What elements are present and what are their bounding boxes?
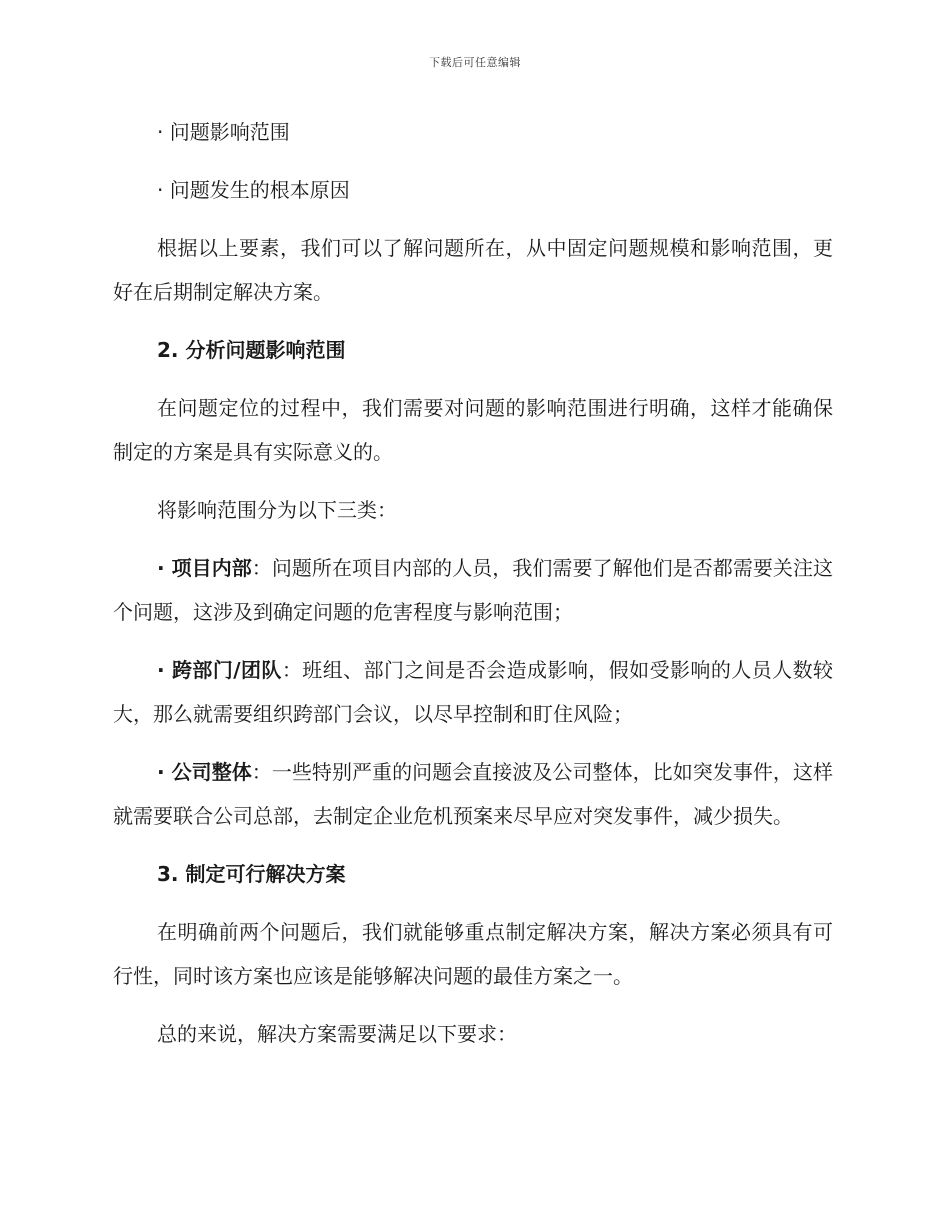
text-project-internal: ：问题所在项目内部的人员，我们需要了解他们是否都需要关注这个问题，这涉及到确定问题的危害程度与影响范围； [113,556,834,624]
paragraph-summary: 根据以上要素，我们可以了解问题所在，从中固定问题规模和影响范围，更好在后期制定解决方案。 [113,236,833,304]
bullet-item-root-cause: · 问题发生的根本原因 [157,178,350,202]
bullet-item-scope: · 问题影响范围 [157,120,290,144]
paragraph-scope-intro: 在问题定位的过程中，我们需要对问题的影响范围进行明确，这样才能确保制定的方案是具有实际意义的。 [113,396,833,464]
text-cross-department: ：班组、部门之间是否会造成影响，假如受影响的人员人数较大，那么就需要组织跨部门会议，以尽早控制和盯住风险； [113,658,834,726]
section-heading-3: 3. 制定可行解决方案 [157,862,346,886]
paragraph-requirements: 总的来说，解决方案需要满足以下要求： [157,1022,517,1046]
term-cross-department: · 跨部门/团队 [157,658,282,682]
paragraph-three-types: 将影响范围分为以下三类： [157,498,397,522]
term-project-internal: · 项目内部 [157,556,252,580]
paragraph-solution: 在明确前两个问题后，我们就能够重点制定解决方案，解决方案必须具有可行性，同时该方案也应该是能够解决问题的最佳方案之一。 [113,920,833,988]
page-header-note: 下载后可任意编辑 [429,56,521,69]
list-item-company-wide [113,750,833,838]
list-item-cross-department [113,648,833,736]
section-heading-2: 2. 分析问题影响范围 [157,338,346,362]
document-body [113,110,833,1070]
term-company-wide: · 公司整体 [157,760,252,784]
text-company-wide: ：一些特别严重的问题会直接波及公司整体，比如突发事件，这样就需要联合公司总部，去制定企业危机预案来尽早应对突发事件，减少损失。 [113,760,834,828]
list-item-project-internal [113,546,833,634]
